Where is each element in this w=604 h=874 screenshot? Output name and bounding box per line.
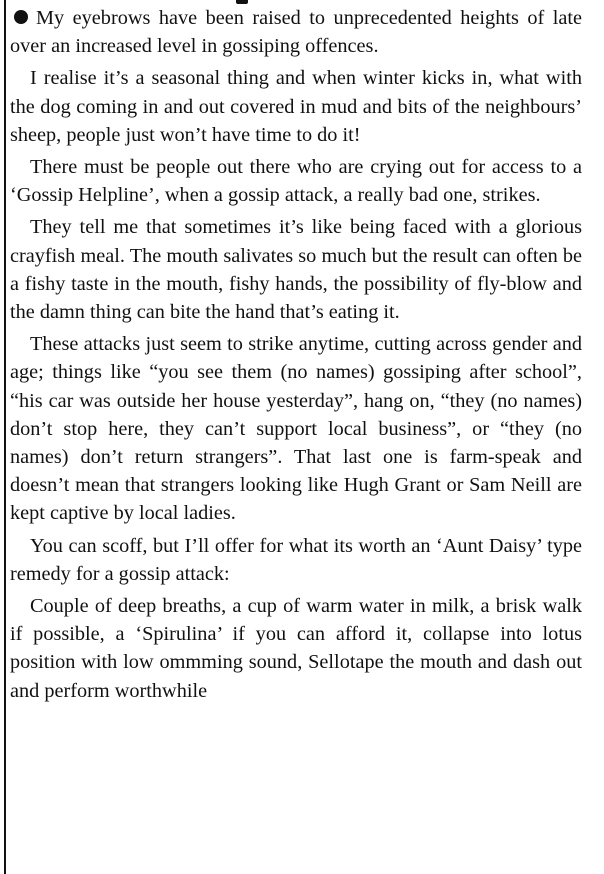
bullet-icon [14, 10, 28, 24]
article-paragraph-2: I realise it’s a seasonal thing and when winter kicks in, what with the dog coming in and out covered in mud and bits of the neighbours’ sheep, people just won’t have time to do it! [10, 67, 582, 146]
article-paragraph-3: There must be people out there who are crying out for access to a ‘Gossip Helpline’, when a gossip attack, a really bad one, strikes. [10, 156, 582, 207]
article-paragraph-7: Couple of deep breaths, a cup of warm water in milk, a brisk walk if possible, a ‘Spirulina’ if you can afford it, collapse into lotus position with low ommming sound, Sellotape the mouth and dash out and perform worthwhile [10, 595, 582, 702]
column-rule [4, 0, 6, 874]
article-paragraph-6: You can scoff, but I’ll offer for what its worth an ‘Aunt Daisy’ type remedy for a gossip attack: [10, 534, 582, 585]
paragraph-text: My eyebrows have been raised to unprecedented heights of late over an increased level in gossiping offences. [10, 7, 582, 58]
article-paragraph-4: They tell me that sometimes it’s like being faced with a glorious crayfish meal. The mouth salivates so much but the result can often be a fishy taste in the mouth, fishy hands, the possibility of fly-blow and the damn thing can bite the hand that’s eating it. [10, 216, 582, 324]
article-paragraph-5: These attacks just seem to strike anytime, cutting across gender and age; things like “you see them (no names) gossiping after school”, “his car was outside her house yesterday”, hang on, “they (no names) don’t stop here, they can’t support local business”, or “they (no names) don’t return strangers”. That last one is farm-speak and doesn’t mean that strangers looking like Hugh Grant or Sam Neill are kept captive by local ladies. [10, 333, 582, 525]
article-paragraph-1 [10, 4, 582, 60]
article-column [10, 4, 582, 709]
